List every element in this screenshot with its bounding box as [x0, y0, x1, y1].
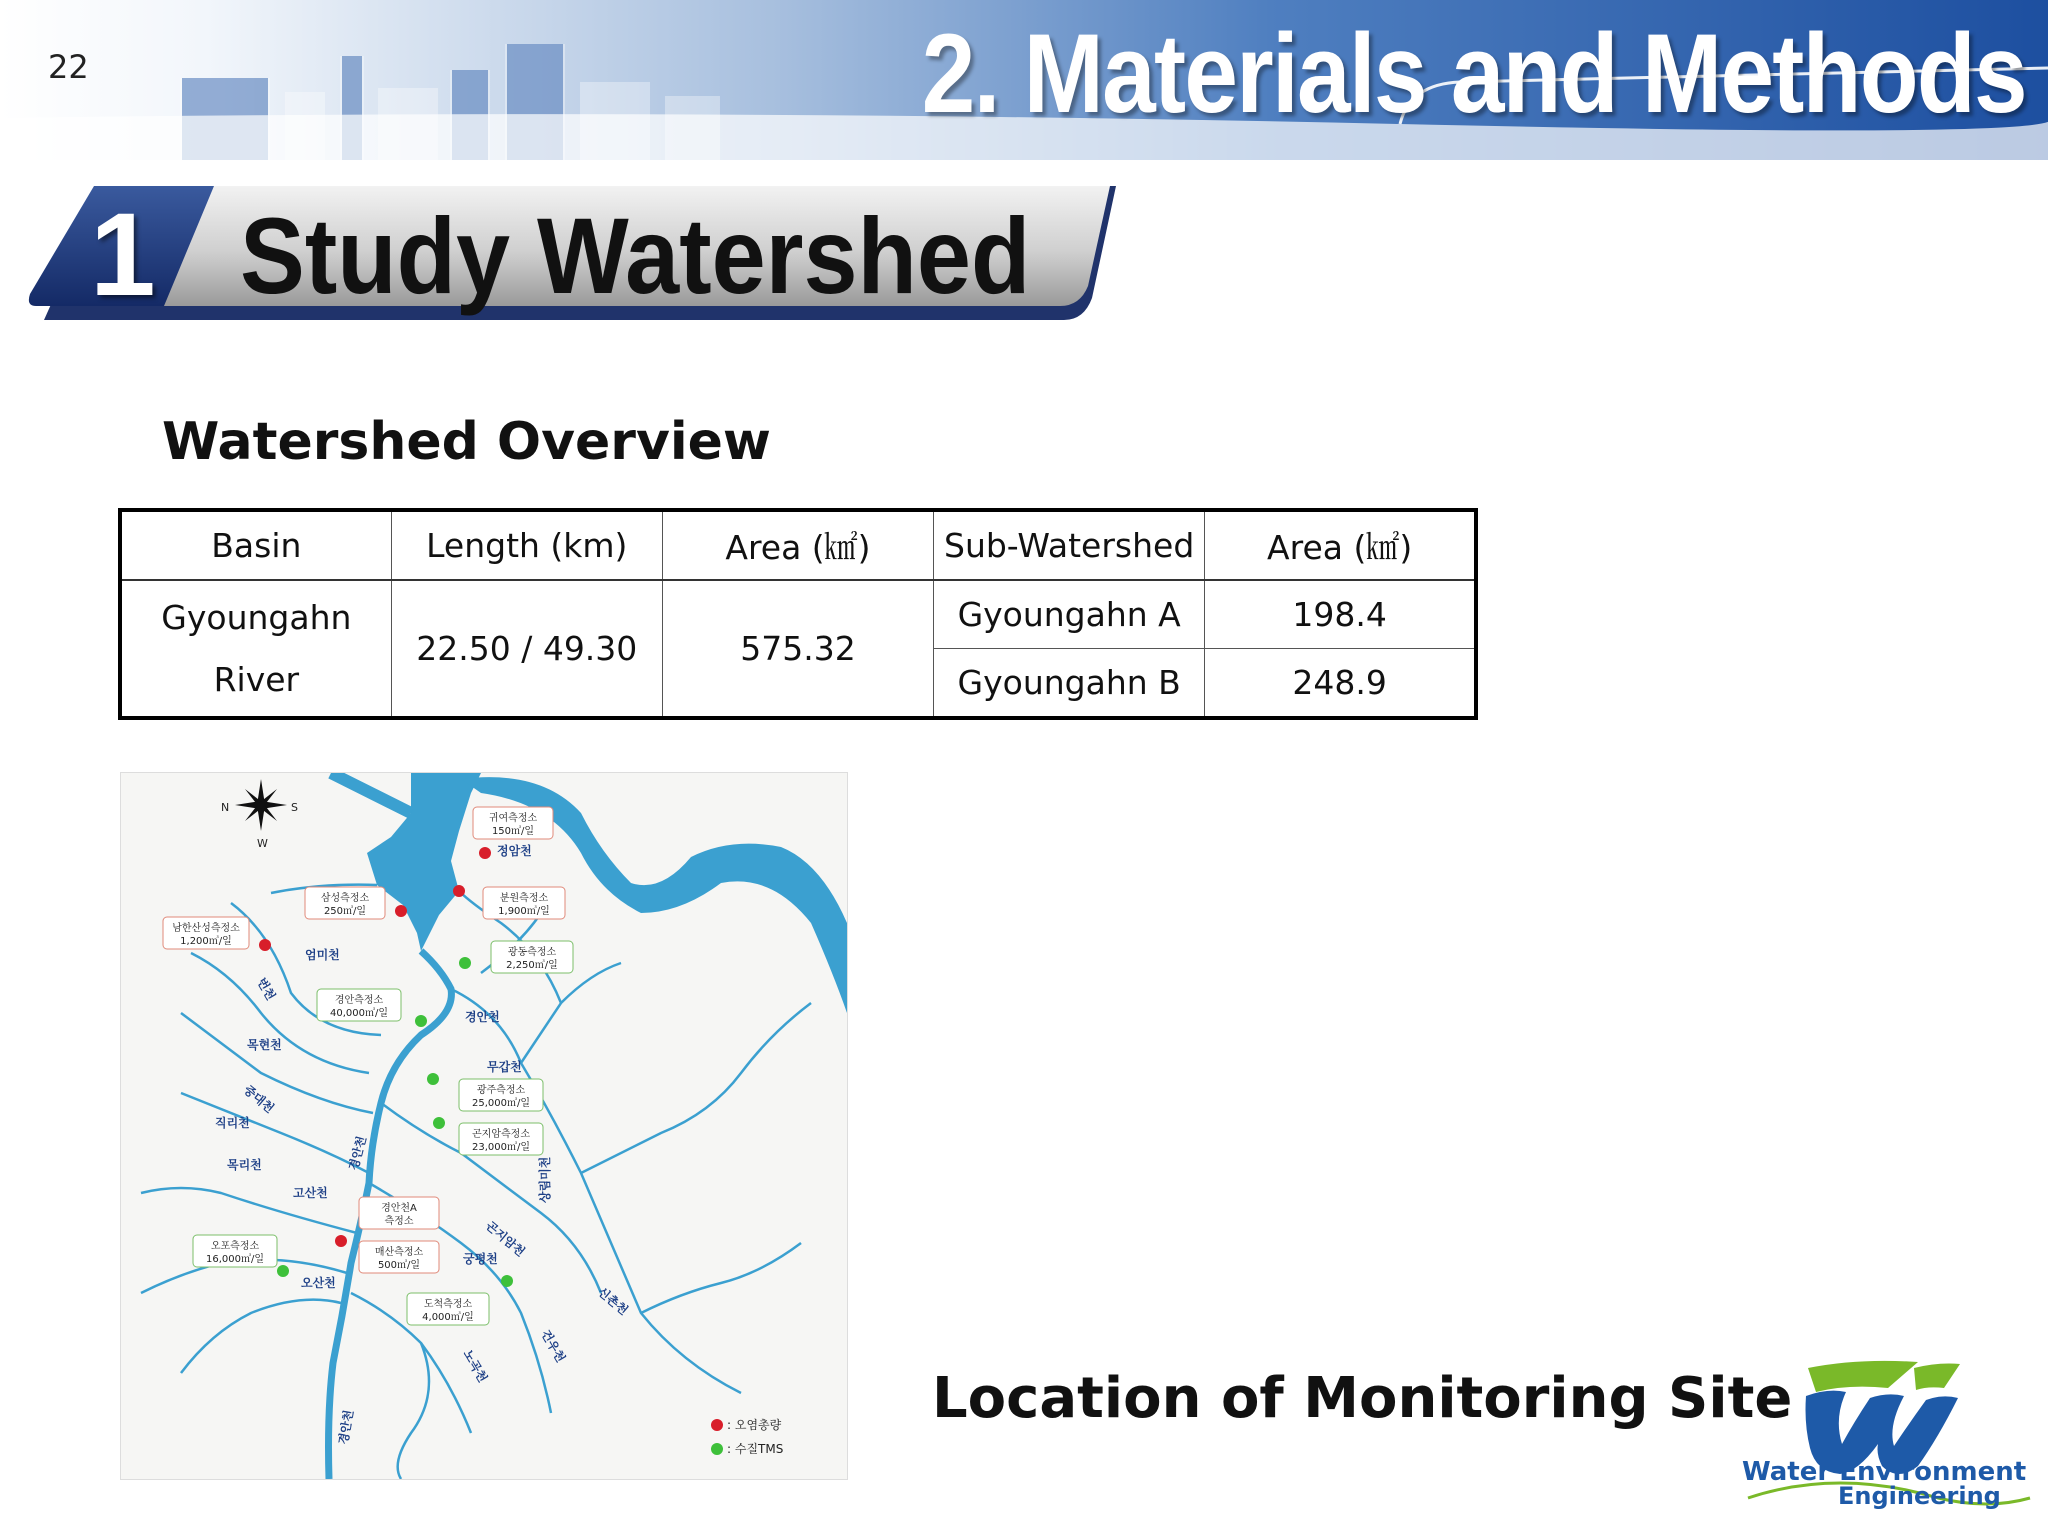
svg-text:오포측정소: 오포측정소 — [210, 1241, 260, 1252]
header-basin: Basin — [120, 510, 391, 580]
overview-heading: Watershed Overview — [162, 412, 771, 472]
svg-text:남한산성측정소: 남한산성측정소 — [172, 923, 240, 934]
station-box — [483, 887, 565, 919]
subsection-title: Study Watershed — [240, 195, 1031, 316]
compass-w: W — [257, 837, 268, 850]
svg-text:40,000㎥/일: 40,000㎥/일 — [329, 1008, 389, 1019]
svg-text:곤지암천: 곤지암천 — [483, 1218, 528, 1260]
station-box — [317, 989, 401, 1021]
station-box — [491, 941, 573, 973]
map-legend — [711, 1417, 783, 1456]
station-box — [359, 1197, 439, 1229]
sub-area-cell: 248.9 — [1205, 648, 1476, 718]
compass-s: S — [291, 801, 298, 814]
svg-text:경안천: 경안천 — [465, 1010, 500, 1024]
svg-text:목리천: 목리천 — [227, 1158, 262, 1172]
svg-text:분원측정소: 분원측정소 — [499, 893, 549, 904]
watershed-map — [120, 772, 848, 1480]
station-box — [459, 1123, 543, 1155]
sub-watershed-cell: Gyoungahn B — [934, 648, 1205, 718]
svg-text:목현천: 목현천 — [247, 1038, 282, 1052]
svg-text:매산측정소: 매산측정소 — [374, 1247, 424, 1258]
station-box — [305, 887, 385, 919]
svg-text:25,000㎥/일: 25,000㎥/일 — [471, 1098, 531, 1109]
compass-n: N — [221, 801, 230, 814]
map-drawing — [121, 773, 847, 1479]
svg-text:직리천: 직리천 — [215, 1116, 250, 1130]
svg-text:: 수질TMS: : 수질TMS — [727, 1442, 784, 1456]
tributaries — [141, 885, 811, 1479]
svg-text:1,200㎥/일: 1,200㎥/일 — [180, 936, 232, 947]
sub-watershed-cell: Gyoungahn A — [934, 580, 1205, 648]
logo-text-line1: Water Environment — [1742, 1457, 2027, 1487]
svg-text:1,900㎥/일: 1,900㎥/일 — [498, 906, 550, 917]
watershed-table — [118, 508, 1478, 720]
svg-text:광동측정소: 광동측정소 — [507, 947, 557, 958]
svg-text:노곡천: 노곡천 — [460, 1347, 490, 1385]
svg-text:16,000㎥/일: 16,000㎥/일 — [205, 1254, 265, 1265]
svg-text:궁평천: 궁평천 — [463, 1252, 498, 1266]
svg-text:2,250㎥/일: 2,250㎥/일 — [506, 960, 558, 971]
svg-text:삼성측정소: 삼성측정소 — [320, 893, 370, 904]
basin-name-line1: Gyoungahn — [161, 597, 352, 637]
svg-text:무갑천: 무갑천 — [487, 1060, 522, 1074]
svg-text:번천: 번천 — [254, 975, 279, 1003]
compass-icon — [235, 779, 287, 831]
subsection-number: 1 — [90, 189, 156, 321]
section-title: 2. Materials and Methods — [921, 11, 2026, 136]
svg-text:상림미천: 상림미천 — [538, 1156, 552, 1203]
station-box — [407, 1293, 489, 1325]
svg-text:경안측정소: 경안측정소 — [334, 995, 384, 1006]
header-area: Area (㎢) — [662, 510, 933, 580]
svg-text:23,000㎥/일: 23,000㎥/일 — [471, 1142, 531, 1153]
svg-text:4,000㎥/일: 4,000㎥/일 — [422, 1312, 474, 1323]
svg-text:신촌천: 신촌천 — [595, 1284, 631, 1318]
svg-text:엄미천: 엄미천 — [305, 948, 340, 962]
svg-text:측정소: 측정소 — [384, 1216, 414, 1227]
basin-name-line2: River — [213, 659, 300, 699]
svg-text:경안천: 경안천 — [346, 1134, 369, 1172]
svg-text:150㎥/일: 150㎥/일 — [491, 826, 535, 837]
water-environment-engineering-logo — [1738, 1348, 2038, 1528]
header-sub-area: Area (㎢) — [1205, 510, 1476, 580]
station-box — [459, 1079, 543, 1111]
svg-text:250㎥/일: 250㎥/일 — [323, 906, 367, 917]
svg-text:곤지암측정소: 곤지암측정소 — [472, 1129, 530, 1140]
svg-text:: 오염총량: : 오염총량 — [727, 1418, 782, 1432]
station-box — [473, 807, 553, 839]
svg-text:귀여측정소: 귀여측정소 — [488, 813, 538, 824]
svg-text:중대천: 중대천 — [241, 1082, 277, 1116]
length-cell: 22.50 / 49.30 — [391, 580, 662, 718]
svg-text:고산천: 고산천 — [293, 1186, 328, 1200]
svg-text:도척측정소: 도척측정소 — [423, 1299, 473, 1310]
sub-area-cell: 198.4 — [1205, 580, 1476, 648]
table-header-row — [120, 510, 1476, 580]
table-row — [120, 580, 1476, 648]
svg-text:정암천: 정암천 — [497, 844, 532, 858]
logo-text-line2: Engineering — [1838, 1482, 2001, 1510]
svg-text:광주측정소: 광주측정소 — [476, 1085, 526, 1096]
svg-text:500㎥/일: 500㎥/일 — [377, 1260, 421, 1271]
svg-text:오산천: 오산천 — [301, 1276, 336, 1290]
map-caption: Location of Monitoring Site — [932, 1366, 1793, 1431]
station-box — [193, 1235, 277, 1267]
svg-text:경안천A: 경안천A — [381, 1203, 417, 1214]
station-box — [359, 1241, 439, 1273]
page-number: 22 — [48, 48, 89, 86]
header-length: Length (km) — [391, 510, 662, 580]
header-sub-watershed: Sub-Watershed — [934, 510, 1205, 580]
svg-text:경안천: 경안천 — [336, 1408, 356, 1446]
station-box — [163, 917, 249, 949]
basin-cell — [120, 580, 391, 718]
area-cell: 575.32 — [662, 580, 933, 718]
svg-text:건우천: 건우천 — [538, 1327, 568, 1365]
